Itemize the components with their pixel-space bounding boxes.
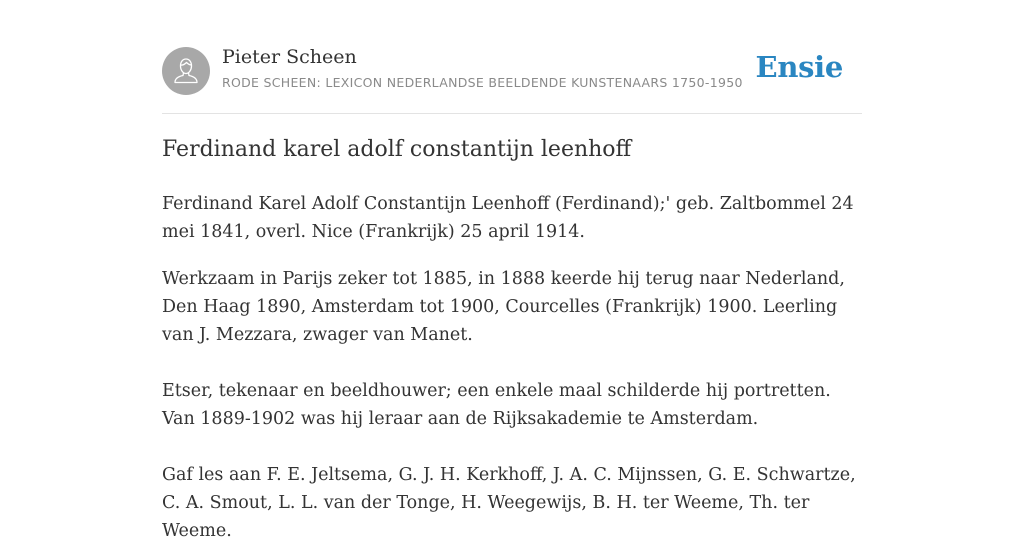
article-text: Werkzaam in Parijs zeker tot 1885, in 1888 keerde hij terug naar Nederland, Den Haag 1890, Amsterdam tot 1900, Courcelles (Frankrijk) 1900. Leerling van J. Mezzara, zwager van Manet. Etser, tekenaar en beeldhouwer; een enkele maal schilderde hij portretten. Van 1889-1902 was hij leraar aan de Rijksakademie te Amsterdam. Gaf les aan F. E. Jeltsema, G. J. H. Kerkhoff, J. A. C. Mijnssen, G. E. Schwartze, C. A. Smout, L. L. van der Tonge, H. Weegewijs, B. H. ter Weeme, Th. ter Weeme.	[162, 269, 856, 541]
source-publication[interactable]: RODE SCHEEN: LEXICON NEDERLANDSE BEELDENDE KUNSTENAARS 1750-1950	[222, 75, 743, 90]
author-avatar[interactable]	[162, 47, 210, 95]
user-silhouette-icon	[162, 47, 210, 95]
author-name[interactable]: Pieter Scheen	[222, 46, 357, 68]
page-container	[162, 0, 862, 541]
ensie-logo[interactable]: Ensie	[755, 50, 843, 84]
article-intro: Ferdinand Karel Adolf Constantijn Leenhoff (Ferdinand);' geb. Zaltbommel 24 mei 1841, overl. Nice (Frankrijk) 25 april 1914.	[162, 194, 854, 242]
article-title: Ferdinand karel adolf constantijn leenhoff	[162, 137, 632, 162]
article-body	[162, 190, 862, 545]
author-header	[162, 0, 862, 114]
